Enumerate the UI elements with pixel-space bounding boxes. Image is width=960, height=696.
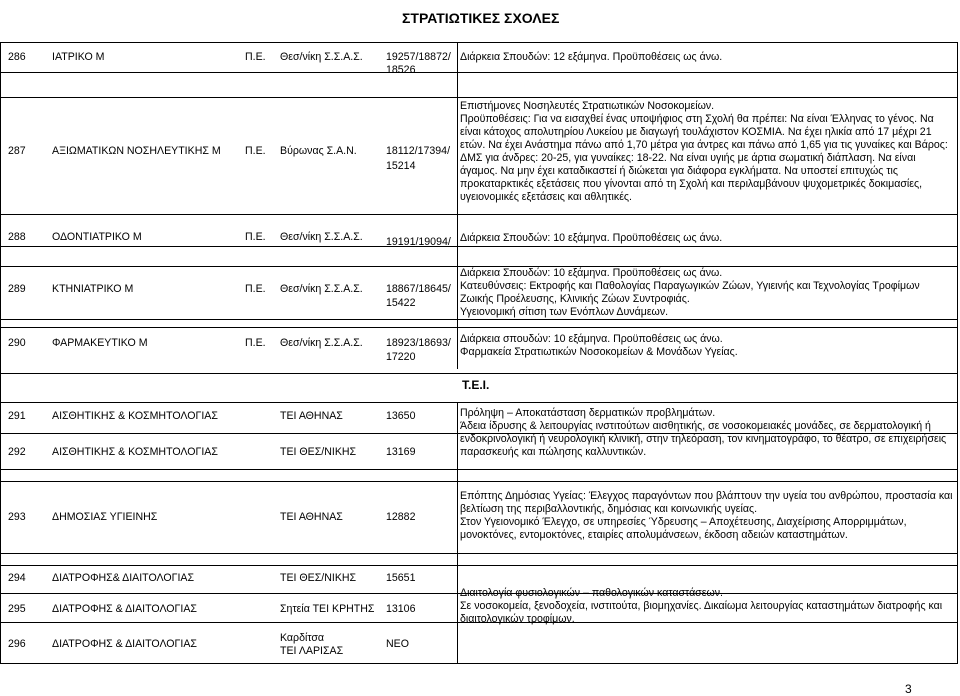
- school-type: Π.Ε.: [245, 283, 266, 295]
- school-code: 17220: [386, 351, 416, 363]
- school-code: 18923/18693/: [386, 337, 451, 349]
- dept-name: ΑΙΣΘΗΤΙΚΗΣ & ΚΟΣΜΗΤΟΛΟΓΙΑΣ: [52, 410, 218, 422]
- school-code: 15214: [386, 160, 416, 172]
- school-description: Υγειονομική σίτιση των Ενόπλων Δυνάμεων.: [460, 306, 669, 318]
- table-rule: [0, 469, 958, 470]
- dept-description: Πρόληψη – Αποκατάσταση δερματικών προβλημάτων.: [460, 407, 716, 419]
- school-description: Διάρκεια Σπουδών: 10 εξάμηνα. Προϋποθέσεις ως άνω.: [460, 232, 723, 244]
- dept-description: Διαιτολογία φυσιολογικών – παθολογικών καταστάσεων.: [460, 587, 723, 599]
- table-rule: [457, 42, 458, 369]
- school-description: Διάρκεια Σπουδών: 10 εξάμηνα. Προϋποθέσεις ως άνω.: [460, 267, 723, 279]
- table-rule: [0, 373, 958, 374]
- table-rule: [457, 402, 458, 663]
- school-description: Κατευθύνσεις: Εκτροφής και Παθολογίας Παραγωγικών Ζώων, Υγιεινής και Τεχνολογίας Τροφίμων Ζωικής Προέλευσης, Κλινικής Ζώων Συντροφιάς.: [460, 280, 920, 305]
- row-number: 286: [8, 51, 26, 63]
- table-rule: [0, 402, 958, 403]
- school-type: Π.Ε.: [245, 145, 266, 157]
- school-code: 18526: [386, 64, 416, 76]
- row-number: 288: [8, 231, 26, 243]
- dept-code: ΝΕΟ: [386, 638, 409, 650]
- row-number: 292: [8, 446, 26, 458]
- dept-description: Σε νοσοκομεία, ξενοδοχεία, ινστιτούτα, βιομηχανίες. Δικαίωμα λειτουργίας καταστημάτων διατροφής και διαιτολογικών τροφίμων.: [460, 600, 943, 625]
- school-type: Π.Ε.: [245, 51, 266, 63]
- table-rule: [0, 214, 958, 215]
- page-title: ΣΤΡΑΤΙΩΤΙΚΕΣ ΣΧΟΛΕΣ: [402, 10, 560, 26]
- dept-institution: ΤΕΙ ΑΘΗΝΑΣ: [280, 511, 343, 523]
- dept-code: 13169: [386, 446, 416, 458]
- dept-code: 13650: [386, 410, 416, 422]
- dept-description: Στον Υγειονομικό Έλεγχο, σε υπηρεσίες Ύδρευσης – Αποχέτευσης, Διαχείρισης Απορριμμάτων, μονοκτόνες, εντομοκτόνες, εταιρίες απολυμάνσεων, έκδοση αδειών καταστημάτων.: [460, 516, 907, 541]
- school-city: Θεσ/νίκη Σ.Σ.Α.Σ.: [280, 337, 363, 349]
- row-number: 294: [8, 572, 26, 584]
- row-number: 293: [8, 511, 26, 523]
- dept-name: ΔΗΜΟΣΙΑΣ ΥΓΙΕΙΝΗΣ: [52, 511, 158, 523]
- school-name: ΑΞΙΩΜΑΤΙΚΩΝ ΝΟΣΗΛΕΥΤΙΚΗΣ Μ: [52, 145, 221, 157]
- dept-name: ΔΙΑΤΡΟΦΗΣ & ΔΙΑΙΤΟΛΟΓΙΑΣ: [52, 638, 197, 650]
- school-type: Π.Ε.: [245, 231, 266, 243]
- school-city: Βύρωνας Σ.Α.Ν.: [280, 145, 357, 157]
- table-rule: [0, 72, 958, 73]
- school-description: Διάρκεια σπουδών: 10 εξάμηνα. Προϋποθέσεις ως άνω.: [460, 333, 723, 345]
- school-code: 15422: [386, 297, 416, 309]
- table-rule: [0, 481, 958, 482]
- school-name: ΙΑΤΡΙΚΟ Μ: [52, 51, 105, 63]
- dept-code: 13106: [386, 603, 416, 615]
- dept-code: 12882: [386, 511, 416, 523]
- row-number: 291: [8, 410, 26, 422]
- dept-description: Άδεια ίδρυσης & λειτουργίας ινστιτούτων αισθητικής, σε νοσοκομειακές μονάδες, σε δερματολογική ή ενδοκρινολογική ή νευρολογική κλινική, στην τηλεόραση, τον κινηματογράφο, το θέατρο, σε επιχειρήσεις παρασκευής και πώλησης καλλυντικών.: [460, 420, 947, 458]
- dept-institution: Σητεία ΤΕΙ ΚΡΗΤΗΣ: [280, 603, 375, 615]
- dept-code: 15651: [386, 572, 416, 584]
- school-city: Θεσ/νίκη Σ.Σ.Α.Σ.: [280, 283, 363, 295]
- table-rule: [0, 565, 958, 566]
- dept-institution: Καρδίτσα: [280, 632, 325, 644]
- dept-institution: ΤΕΙ ΑΘΗΝΑΣ: [280, 410, 343, 422]
- school-city: Θεσ/νίκη Σ.Σ.Α.Σ.: [280, 51, 363, 63]
- school-description: Διάρκεια Σπουδών: 12 εξάμηνα. Προϋποθέσεις ως άνω.: [460, 51, 723, 63]
- dept-institution: ΤΕΙ ΘΕΣ/ΝΙΚΗΣ: [280, 572, 357, 584]
- school-code: 19191/19094/: [386, 236, 451, 248]
- table-rule: [957, 42, 958, 663]
- section-heading: Τ.Ε.Ι.: [462, 378, 490, 392]
- table-rule: [0, 97, 958, 98]
- row-number: 289: [8, 283, 26, 295]
- dept-institution: ΤΕΙ ΘΕΣ/ΝΙΚΗΣ: [280, 446, 357, 458]
- school-name: ΦΑΡΜΑΚΕΥΤΙΚΟ Μ: [52, 337, 148, 349]
- dept-name: ΑΙΣΘΗΤΙΚΗΣ & ΚΟΣΜΗΤΟΛΟΓΙΑΣ: [52, 446, 218, 458]
- school-name: ΟΔΟΝΤΙΑΤΡΙΚΟ Μ: [52, 231, 142, 243]
- school-description: Επιστήμονες Νοσηλευτές Στρατιωτικών Νοσοκομείων.: [460, 100, 715, 112]
- school-type: Π.Ε.: [245, 337, 266, 349]
- table-rule: [0, 663, 958, 664]
- school-code: 18867/18645/: [386, 283, 451, 295]
- row-number: 296: [8, 638, 26, 650]
- page-number: 3: [905, 682, 912, 696]
- school-name: ΚΤΗΝΙΑΤΡΙΚΟ Μ: [52, 283, 134, 295]
- school-city: Θεσ/νίκη Σ.Σ.Α.Σ.: [280, 231, 363, 243]
- row-number: 295: [8, 603, 26, 615]
- dept-name: ΔΙΑΤΡΟΦΗΣ& ΔΙΑΙΤΟΛΟΓΙΑΣ: [52, 572, 194, 584]
- table-rule: [0, 42, 958, 43]
- row-number: 290: [8, 337, 26, 349]
- row-number: 287: [8, 145, 26, 157]
- table-rule: [0, 246, 958, 247]
- school-description: Προϋποθέσεις: Για να εισαχθεί ένας υποψήφιος στη Σχολή θα πρέπει: Να είναι Έλληνας το γένος. Να είναι κάτοχος απολυτηρίου Λυκείου με διαγωγή τουλάχιστον ΚΟΣΜΙΑ. Να έχει ηλικία από 17 μέχρι 21 ετών. Να έχει Ανάστημα πάνω από 1,70 μέτρα για άντρες και πάνω από 1,65 για τις γυναίκες και Βάρος: ΔΜΣ για άνδρες: 20-25, για γυναίκες: 18-22. Να είναι υγιής με άρτια σωματική διάπλαση. Να είναι άγαμος. Να μην έχει καταδικαστεί ή διώκεται για διάφορα εγκλήματα. Να υποστεί επιτυχώς τις προκαταρκτικές εξετάσεις που γίνονται από τη Σχολή και περιλαμβάνουν ψυχομετρικές δοκιμασίες, υγειονομικές εξετάσεις και αθλητικές.: [460, 113, 948, 203]
- school-code: 19257/18872/: [386, 51, 451, 63]
- table-rule: [0, 553, 958, 554]
- dept-institution: ΤΕΙ ΛΑΡΙΣΑΣ: [280, 645, 344, 657]
- table-rule: [0, 42, 1, 663]
- table-rule: [0, 319, 958, 320]
- school-code: 18112/17394/: [386, 145, 451, 157]
- dept-name: ΔΙΑΤΡΟΦΗΣ & ΔΙΑΙΤΟΛΟΓΙΑΣ: [52, 603, 197, 615]
- school-description: Φαρμακεία Στρατιωτικών Νοσοκομείων & Μονάδων Υγείας.: [460, 346, 738, 358]
- dept-description: Επόπτης Δημόσιας Υγείας: Έλεγχος παραγόντων που βλάπτουν την υγεία του ανθρώπου, προστασία και βελτίωση της περιβαλλοντικής, δημόσιας και κοινωνικής υγείας.: [460, 490, 953, 515]
- table-rule: [0, 327, 958, 328]
